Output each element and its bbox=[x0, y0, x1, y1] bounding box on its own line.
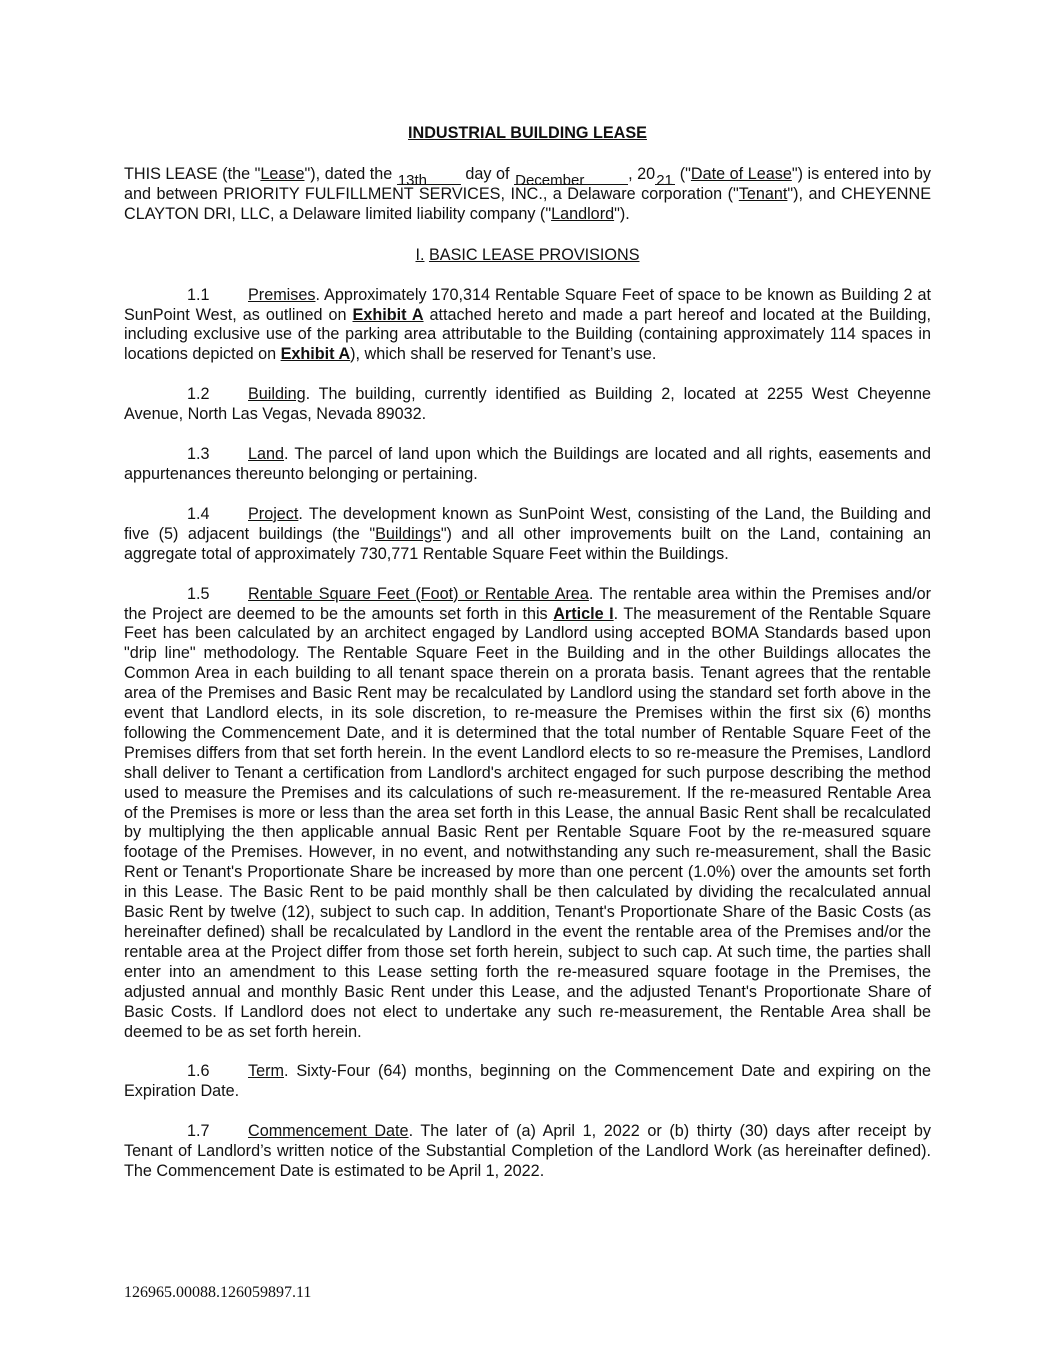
section-heading: Rentable Square Feet (Foot) or Rentable Area bbox=[248, 584, 589, 603]
section-text: . The rentable area within the Premises and/or the Project are deemed to be the amounts set forth in this bbox=[124, 584, 931, 623]
section-number: 1.2 bbox=[187, 385, 210, 404]
defined-term-landlord: Landlord bbox=[551, 204, 615, 223]
section-text: . The development known as SunPoint West, consisting of the Land, the Building and five (5) adjacent buildings (the " bbox=[124, 504, 931, 543]
section-number: 1.3 bbox=[187, 445, 210, 464]
defined-term-date-of-lease: Date of Lease bbox=[690, 164, 792, 183]
section-1-6 bbox=[124, 1062, 931, 1102]
intro-text: "). bbox=[614, 204, 630, 223]
exhibit-reference: Exhibit A bbox=[280, 345, 351, 364]
intro-text: ") is entered into by and between PRIORITY FULFILLMENT SERVICES, INC., a Delaware corporation (" bbox=[124, 164, 931, 203]
article-reference: Article I bbox=[553, 604, 614, 623]
section-heading: Building bbox=[248, 385, 306, 404]
section-text: attached hereto and made a part hereof and located at the Building, including exclusive use of the parking area attributable to the Building (containing approximately 114 spaces in locations depicted on bbox=[124, 305, 931, 364]
article-heading bbox=[124, 246, 931, 266]
section-heading: Project bbox=[248, 504, 299, 523]
month-blank bbox=[514, 169, 628, 189]
section-heading: Land bbox=[248, 445, 285, 464]
section-text: ") and all other improvements built on the Land, containing an aggregate total of approximately 730,771 Rentable Square Feet within the Buildings. bbox=[124, 524, 931, 563]
defined-term-buildings: Buildings bbox=[375, 524, 441, 543]
section-1-4 bbox=[124, 505, 931, 565]
section-number: 1.6 bbox=[187, 1062, 210, 1081]
section-number: 1.5 bbox=[187, 584, 210, 603]
section-heading: Commencement Date bbox=[248, 1122, 409, 1141]
day-blank bbox=[397, 169, 461, 189]
section-number: 1.7 bbox=[187, 1122, 210, 1141]
section-text: . Approximately 170,314 Rentable Square Feet of space to be known as Building 2 at SunPoint West, as outlined on bbox=[124, 285, 931, 324]
defined-term-lease: Lease bbox=[260, 164, 305, 183]
year-blank bbox=[655, 169, 675, 189]
defined-term-tenant: Tenant bbox=[738, 184, 788, 203]
month-value: December bbox=[515, 171, 585, 189]
section-text: . The building, currently identified as Building 2, located at 2255 West Cheyenne Avenue, North Las Vegas, Nevada 89032. bbox=[124, 385, 931, 424]
section-1-2 bbox=[124, 385, 931, 425]
intro-text: "), dated the bbox=[304, 164, 397, 183]
section-1-7 bbox=[124, 1122, 931, 1182]
section-heading: Premises bbox=[248, 285, 316, 304]
day-value: 13th bbox=[397, 171, 428, 189]
intro-text: , 20 bbox=[628, 164, 656, 183]
section-number: 1.4 bbox=[187, 504, 210, 523]
intro-paragraph bbox=[124, 165, 931, 225]
section-1-5 bbox=[124, 585, 931, 1043]
article-title: BASIC LEASE PROVISIONS bbox=[428, 245, 640, 264]
section-text: . The measurement of the Rentable Square Feet has been calculated by an architect engaged by Landlord using accepted BOMA Standards based upon "drip line" methodology. The Rentable Square Feet in the Building and in the other Buildings allocates the Common Area in each building to all tenant space therein on a prorata basis. Tenant agrees that the rentable area of the Premises and Basic Rent may be recalculated by Landlord using the standard set forth above in the event that Landlord elects, in its sole discretion, to re-measure the Premises within the first six (6) months following the Commencement Date, and it is determined that the total number of Rentable Square Feet of the Premises differs from that set forth herein. In the event Landlord elects to so re-measure the Premises, Landlord shall deliver to Tenant a certification from Landlord's architect engaged for such purpose describing the method used to measure the Premises and its calculations of such re-measurement. If the re-measured Rentable Area of the Premises is more or less than the area set forth in this Lease, the annual Basic Rent shall be recalculated by multiplying the then applicable annual Basic Rent per Rentable Square Foot by the re-measured square footage of the Premises. However, in no event, and notwithstanding any such re-measurement, shall the Basic Rent or Tenant's Proportionate Share be increased by more than one percent (1.0%) over the amounts set forth in this Lease. The Basic Rent to be paid monthly shall be then calculated by dividing the recalculated annual Basic Rent by twelve (12), subject to such cap. In addition, Tenant's Proportionate Share of the Basic Costs (as hereinafter defined) shall be recalculated by Landlord in the event the rentable area of the Premises and/or the rentable area at the Project differ from those set forth herein, subject to such cap. At such time, the parties shall enter into an amendment to this Lease setting forth the re-measured square footage in the Premises, the adjusted annual and monthly Basic Rent under this Lease, and the adjusted Tenant's Proportionate Share of Basic Costs. If Landlord does not elect to undertake any such re-measurement, the Rentable Area shall be deemed to be as set forth herein. bbox=[124, 604, 931, 1041]
exhibit-reference: Exhibit A bbox=[352, 305, 424, 324]
intro-text: THIS LEASE (the " bbox=[124, 164, 261, 183]
section-1-1 bbox=[124, 286, 931, 366]
intro-text: (" bbox=[675, 164, 691, 183]
document-title: INDUSTRIAL BUILDING LEASE bbox=[408, 124, 647, 142]
section-text: . The later of (a) April 1, 2022 or (b) thirty (30) days after receipt by Tenant of Landlord’s written notice of the Substantial Completion of the Landlord Work (as hereinafter defined). The Commencement Date is estimated to be April 1, 2022. bbox=[124, 1122, 931, 1181]
intro-text: day of bbox=[460, 164, 515, 183]
section-number: 1.1 bbox=[187, 285, 210, 304]
section-text: . The parcel of land upon which the Buildings are located and all rights, easements and appurtenances thereunto belonging or pertaining. bbox=[124, 445, 931, 483]
section-1-3 bbox=[124, 445, 931, 485]
article-number: I. bbox=[415, 245, 425, 264]
intro-text: "), and CHEYENNE CLAYTON DRI, LLC, a Delaware limited liability company (" bbox=[124, 184, 931, 223]
section-heading: Term bbox=[248, 1062, 284, 1081]
document-body bbox=[124, 124, 931, 1182]
document-footer-id: 126965.00088.126059897.11 bbox=[124, 1284, 312, 1301]
section-text: ), which shall be reserved for Tenant’s use. bbox=[350, 345, 657, 364]
section-text: . Sixty-Four (64) months, beginning on the Commencement Date and expiring on the Expiration Date. bbox=[124, 1062, 931, 1101]
year-value: 21 bbox=[656, 171, 673, 189]
